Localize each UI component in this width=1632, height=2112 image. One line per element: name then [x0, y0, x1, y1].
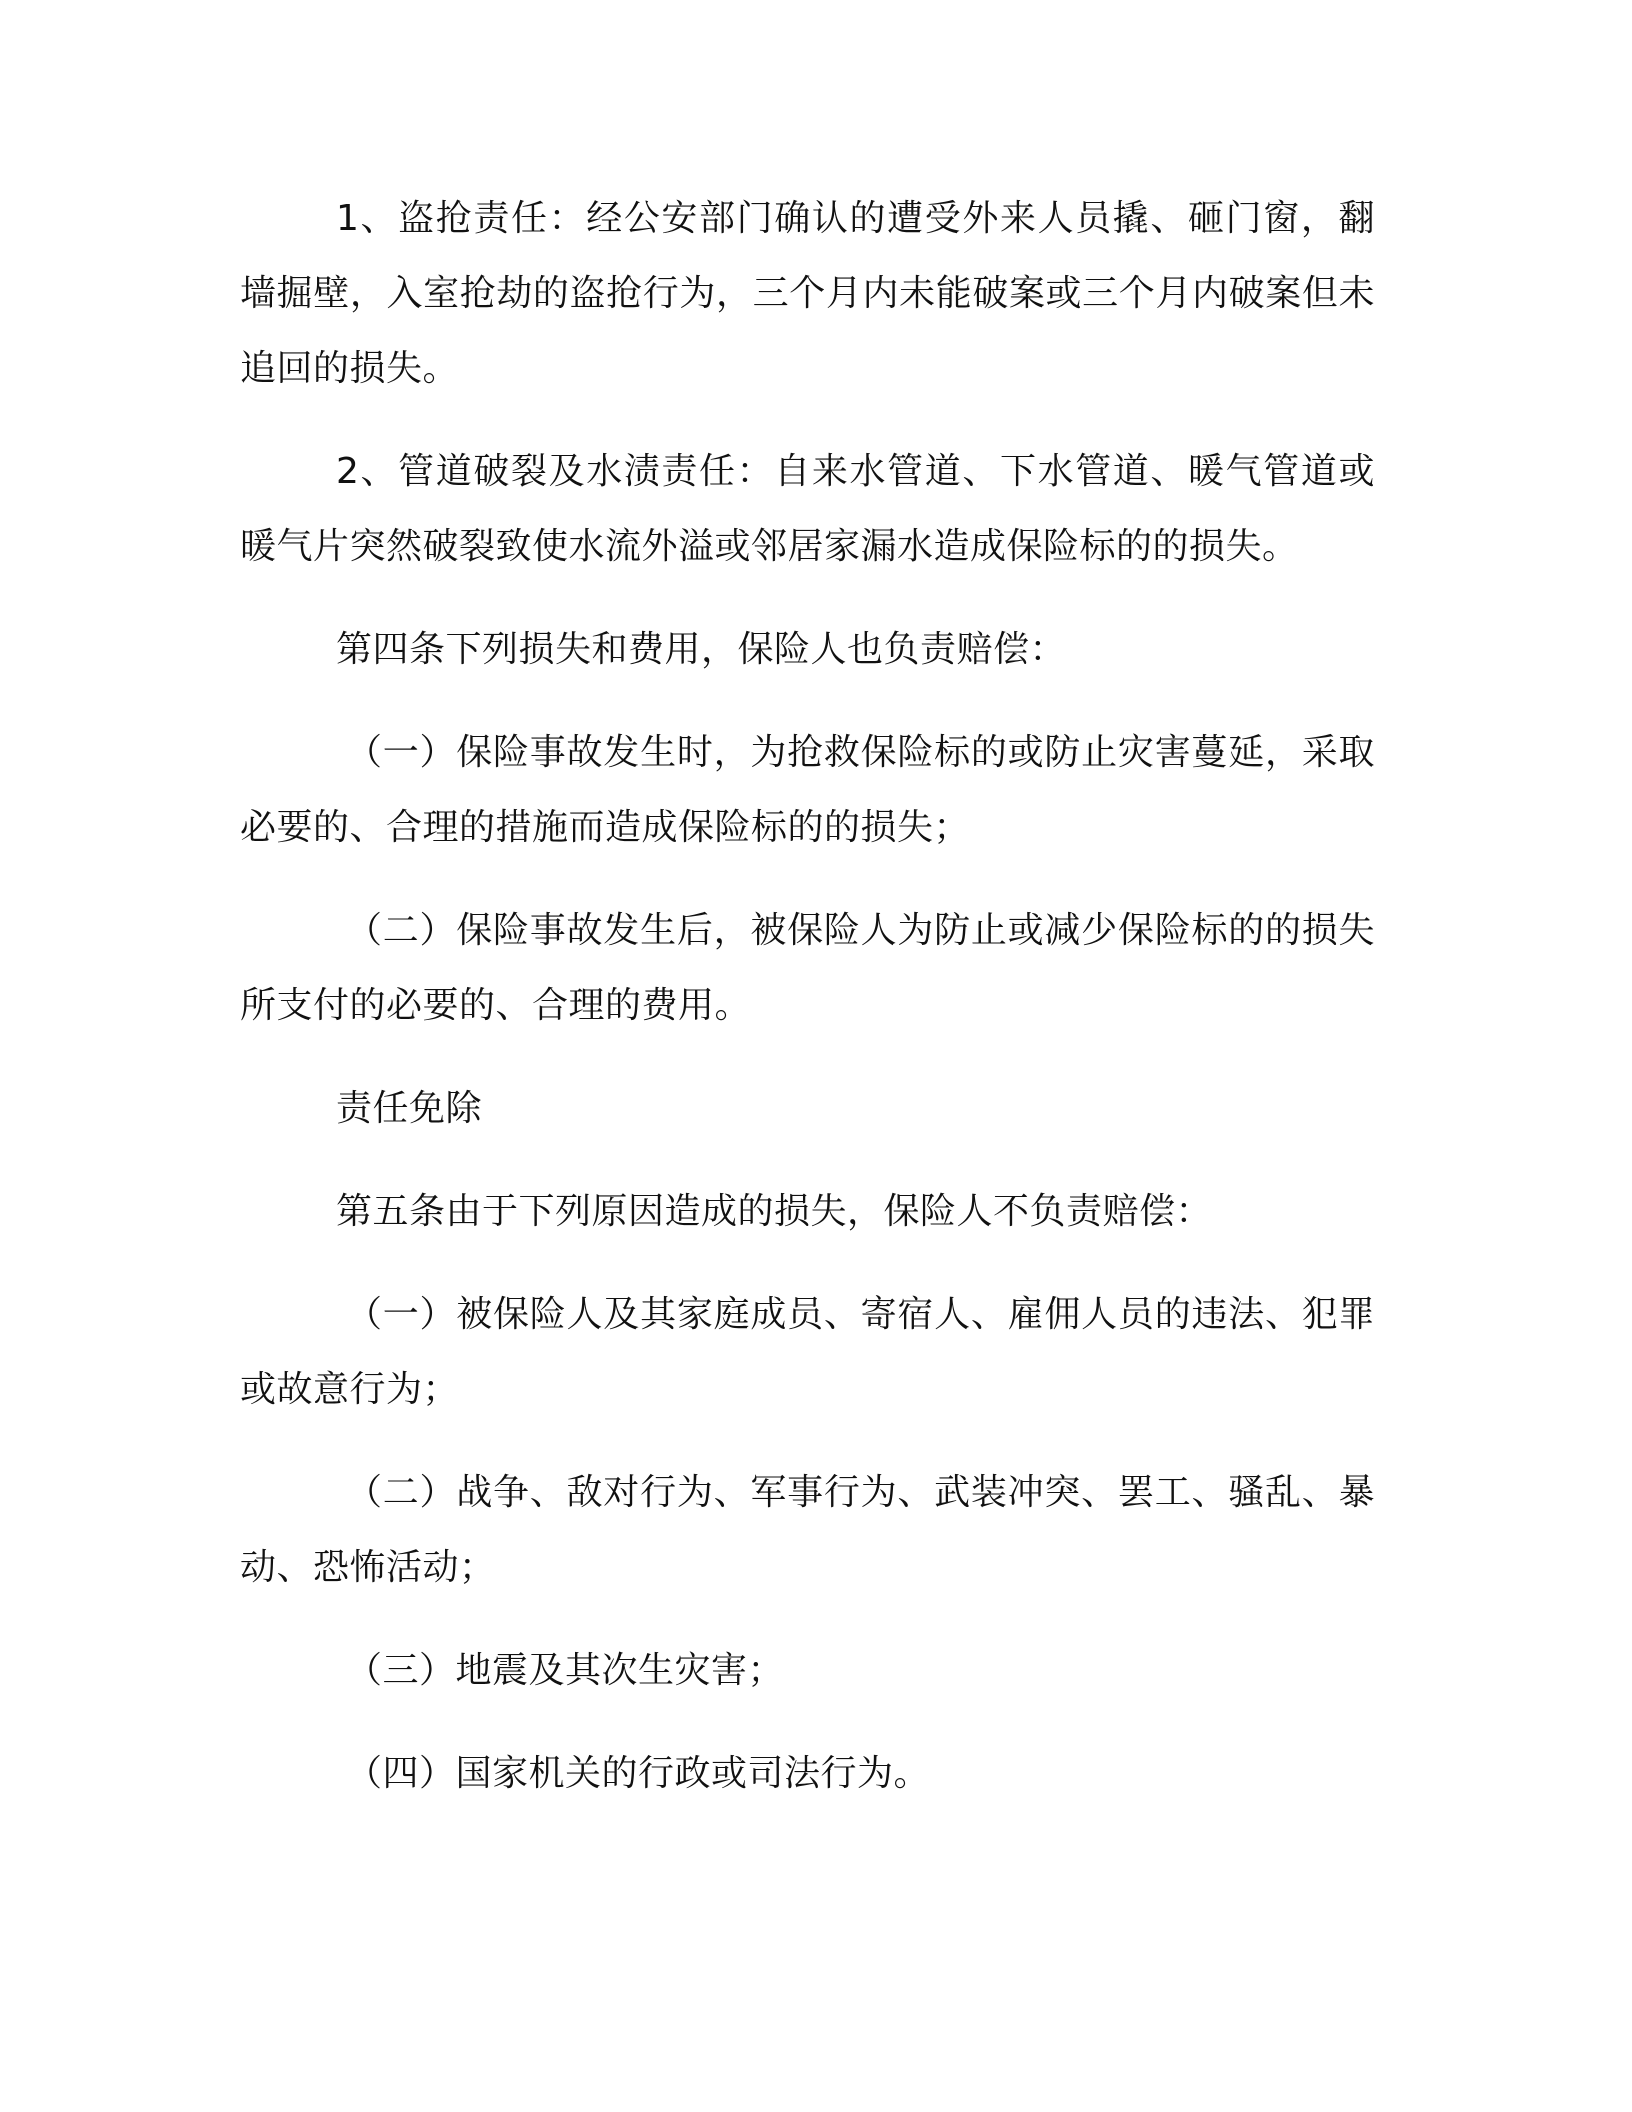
- clause-theft-robbery: 1、盗抢责任：经公安部门确认的遭受外来人员撬、砸门窗，翻墙掘壁，入室抢劫的盗抢行为，三个月内未能破案或三个月内破案但未追回的损失。: [240, 198, 1375, 389]
- article-five-item-3: （三）地震及其次生灾害；: [346, 1650, 785, 1691]
- article-five: 第五条由于下列原因造成的损失，保险人不负责赔偿：: [336, 1191, 1213, 1232]
- article-five-item-4: （四）国家机关的行政或司法行为。: [346, 1753, 931, 1794]
- article-five-item-2: （二）战争、敌对行为、军事行为、武装冲突、罢工、骚乱、暴动、恐怖活动；: [240, 1472, 1375, 1588]
- article-four: 第四条下列损失和费用，保险人也负责赔偿：: [336, 629, 1067, 670]
- document-body: [240, 181, 1375, 1811]
- section-heading-exclusions: 责任免除: [336, 1088, 483, 1129]
- article-four-item-2: （二）保险事故发生后，被保险人为防止或减少保险标的的损失所支付的必要的、合理的费用。: [240, 910, 1375, 1026]
- article-four-item-1: （一）保险事故发生时，为抢救保险标的或防止灾害蔓延，采取必要的、合理的措施而造成保险标的的损失；: [240, 732, 1375, 848]
- article-five-item-1: （一）被保险人及其家庭成员、寄宿人、雇佣人员的违法、犯罪或故意行为；: [240, 1294, 1375, 1410]
- clause-pipe-burst-water: 2、管道破裂及水渍责任：自来水管道、下水管道、暖气管道或暖气片突然破裂致使水流外溢或邻居家漏水造成保险标的的损失。: [240, 451, 1375, 567]
